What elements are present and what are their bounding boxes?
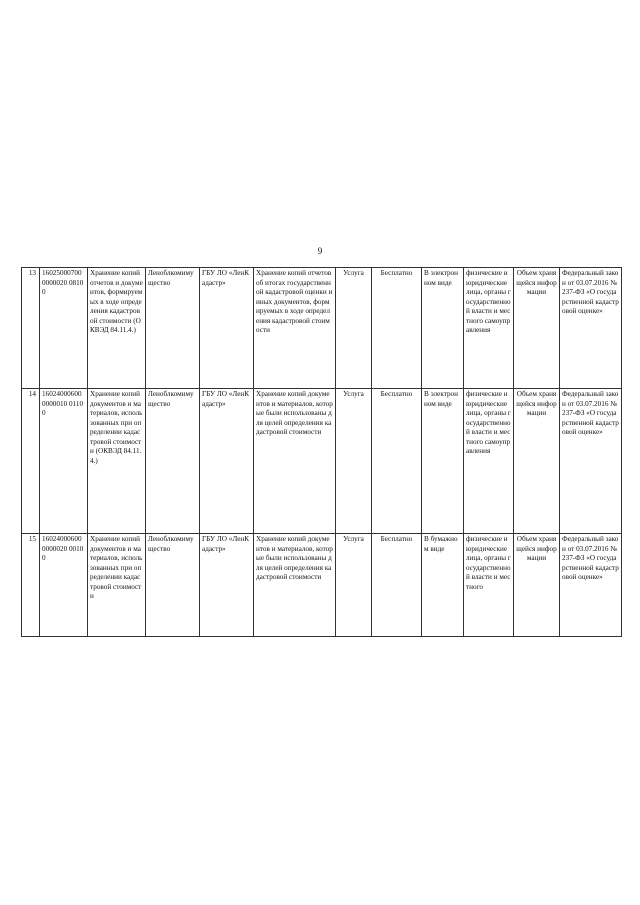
row-number: 14	[22, 389, 40, 534]
institution-name: ГБУ ЛО «ЛенКадастр»	[200, 534, 254, 637]
service-description: Хранение копий документов и материалов, которые были использованы для целей определения кадастровой стоимости	[254, 534, 336, 637]
legal-basis: Федеральный закон от 03.07.2016 № 237-ФЗ «О государственной кадастровой оценке»	[560, 389, 622, 534]
service-price: Бесплатно	[372, 534, 422, 637]
institution-name: ГБУ ЛО «ЛенКадастр»	[200, 389, 254, 534]
volume-indicator: Объем хранящейся информации	[514, 268, 560, 389]
service-description: Хранение копий отчетов об итогах государственной кадастровой оценки и иных документов, формируемых в ходе определения кадастровой стоимости	[254, 268, 336, 389]
volume-indicator: Объем хранящейся информации	[514, 534, 560, 637]
consumer-category: физические и юридические лица, органы государственной власти и местного самоуправления	[464, 268, 514, 389]
service-type: Услуга	[336, 389, 372, 534]
legal-basis: Федеральный закон от 03.07.2016 № 237-ФЗ «О государственной кадастровой оценке»	[560, 268, 622, 389]
page-number: 9	[317, 246, 323, 256]
service-price: Бесплатно	[372, 268, 422, 389]
service-form: В электронном виде	[422, 268, 464, 389]
service-name: Хранение копий документов и материалов, использованных при определении кадастровой стоимости (ОКВЭД 84.11.4.)	[88, 389, 146, 534]
institution-name: ГБУ ЛО «ЛенКадастр»	[200, 268, 254, 389]
table-row	[22, 534, 622, 637]
registry-code: 160240006000000010 01100	[40, 389, 88, 534]
service-price: Бесплатно	[372, 389, 422, 534]
services-table	[21, 267, 622, 637]
authority-name: Леноблкомимущество	[146, 389, 200, 534]
row-number: 13	[22, 268, 40, 389]
registry-code: 160250007000000020 08100	[40, 268, 88, 389]
authority-name: Леноблкомимущество	[146, 534, 200, 637]
service-name: Хранение копий отчетов и документов, формируемых в ходе определения кадастровой стоимости (ОКВЭД 84.11.4.)	[88, 268, 146, 389]
service-type: Услуга	[336, 534, 372, 637]
consumer-category: физические и юридические лица, органы государственной власти и местного	[464, 534, 514, 637]
table-row	[22, 389, 622, 534]
service-type: Услуга	[336, 268, 372, 389]
authority-name: Леноблкомимущество	[146, 268, 200, 389]
registry-code: 160240006000000020 00100	[40, 534, 88, 637]
legal-basis: Федеральный закон от 03.07.2016 № 237-ФЗ «О государственной кадастровой оценке»	[560, 534, 622, 637]
row-number: 15	[22, 534, 40, 637]
service-name: Хранение копий документов и материалов, использованных при определении кадастровой стоимости	[88, 534, 146, 637]
service-description: Хранение копий документов и материалов, которые были использованы для целей определения кадастровой стоимости	[254, 389, 336, 534]
consumer-category: физические и юридические лица, органы государственной власти и местного самоуправления	[464, 389, 514, 534]
service-form: В электронном виде	[422, 389, 464, 534]
service-form: В бумажном виде	[422, 534, 464, 637]
table-row	[22, 268, 622, 389]
volume-indicator: Объем хранящейся информации	[514, 389, 560, 534]
